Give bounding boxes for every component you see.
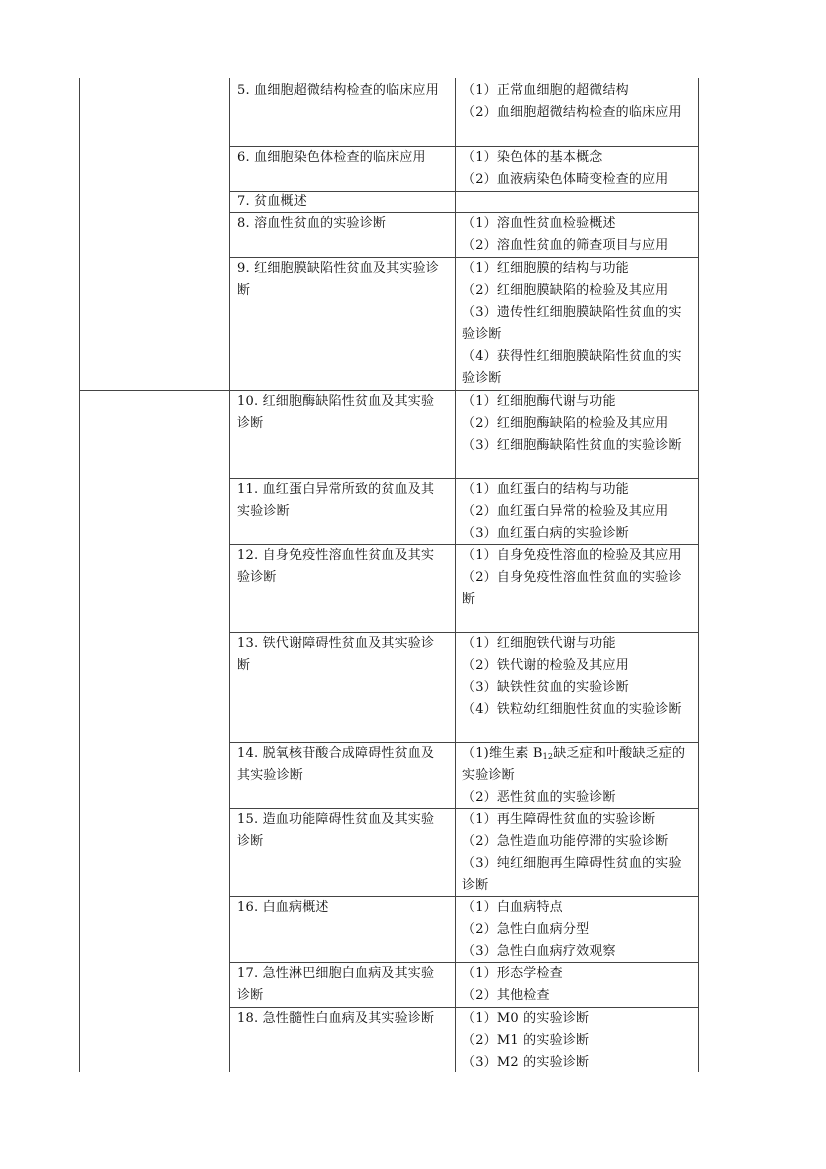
item-text: （1）染色体的基本概念 [462,150,603,165]
item-text: （1）形态学检查 [462,966,563,981]
item-text: （3）M2 的实验诊断 [462,1055,590,1070]
item-text: （3）急性白血病疗效观察 [462,944,616,959]
item-text: （2）红细胞酶缺陷的检验及其应用 [462,416,669,431]
item-text: （3）红细胞酶缺陷性贫血的实验诊断 [462,438,682,453]
item-text: （2）急性造血功能停滞的实验诊断 [462,834,669,849]
topic-cell: 13. 铁代谢障碍性贫血及其实验诊断 [237,636,435,673]
item-text: （2）铁代谢的检验及其应用 [462,658,629,673]
topic-cell: 10. 红细胞酶缺陷性贫血及其实验诊断 [237,394,435,431]
topic-cell: 16. 白血病概述 [237,900,329,915]
topic-cell: 7. 贫血概述 [237,194,307,209]
items-cell [462,963,694,1007]
item-text: （2）M1 的实验诊断 [462,1033,590,1048]
topic-cell: 15. 造血功能障碍性贫血及其实验诊断 [237,812,435,849]
items-cell [462,391,694,457]
item-text: （2）恶性贫血的实验诊断 [462,790,616,805]
item-text: （2）溶血性贫血的筛查项目与应用 [462,238,669,253]
item-text [462,743,694,787]
item-text: （1）白血病特点 [462,900,563,915]
item-text: （3）血红蛋白病的实验诊断 [462,526,629,541]
item-text: （2）血液病染色体畸变检查的应用 [462,172,669,187]
item-text: （2）血红蛋白异常的检验及其应用 [462,504,669,519]
item-text: （1）红细胞铁代谢与功能 [462,636,616,651]
item-text: （2）急性白血病分型 [462,922,590,937]
item-text: （4）获得性红细胞膜缺陷性贫血的实验诊断 [462,349,682,386]
item-text: （1）血红蛋白的结构与功能 [462,482,629,497]
item-text-part: （1)维生素 B [462,746,543,761]
items-cell [462,80,694,124]
items-cell [462,545,694,611]
topic-cell: 9. 红细胞膜缺陷性贫血及其实验诊断 [237,261,439,298]
topic-cell: 14. 脱氧核苷酸合成障碍性贫血及其实验诊断 [237,746,435,783]
items-cell [462,897,694,963]
items-cell [462,633,694,721]
item-text: （4）铁粒幼红细胞性贫血的实验诊断 [462,702,682,717]
subscript-12: 12 [542,752,554,761]
items-cell [462,743,694,809]
item-text: （2）血细胞超微结构检查的临床应用 [462,105,682,120]
topic-cell: 18. 急性髓性白血病及其实验诊断 [237,1011,435,1026]
topic-cell: 12. 自身免疫性溶血性贫血及其实验诊断 [237,548,435,585]
topic-cell: 5. 血细胞超微结构检查的临床应用 [237,83,439,98]
items-cell [462,213,694,257]
items-cell [462,147,694,191]
item-text: （2）自身免疫性溶血性贫血的实验诊断 [462,570,682,607]
table-divider-1 [229,78,230,1072]
table-border-right [698,78,699,1072]
table-border-left [79,78,80,1072]
item-text: （1）红细胞膜的结构与功能 [462,261,629,276]
item-text: （3）遗传性红细胞膜缺陷性贫血的实验诊断 [462,305,682,342]
item-text: （1）溶血性贫血检验概述 [462,216,616,231]
items-cell [462,479,694,545]
item-text: （2）其他检查 [462,988,550,1003]
topic-cell: 11. 血红蛋白异常所致的贫血及其实验诊断 [237,482,435,519]
table-divider-2 [455,78,456,1072]
item-text: （1）自身免疫性溶血的检验及其应用 [462,548,682,563]
items-cell [462,809,694,897]
item-text: （1）红细胞酶代谢与功能 [462,394,616,409]
topic-cell: 8. 溶血性贫血的实验诊断 [237,216,387,231]
items-cell [462,1008,694,1074]
item-text: （2）红细胞膜缺陷的检验及其应用 [462,283,669,298]
item-text: （1）再生障碍性贫血的实验诊断 [462,812,656,827]
item-text: （3）缺铁性贫血的实验诊断 [462,680,629,695]
item-text: （3）纯红细胞再生障碍性贫血的实验诊断 [462,856,682,893]
item-text: （1）M0 的实验诊断 [462,1011,590,1026]
topic-cell: 17. 急性淋巴细胞白血病及其实验诊断 [237,966,435,1003]
item-text: （1）正常血细胞的超微结构 [462,83,629,98]
item-text-part: 缺乏症和叶酸缺乏症的实验诊断 [462,746,686,783]
topic-cell: 6. 血细胞染色体检查的临床应用 [237,150,426,165]
items-cell [462,258,694,390]
